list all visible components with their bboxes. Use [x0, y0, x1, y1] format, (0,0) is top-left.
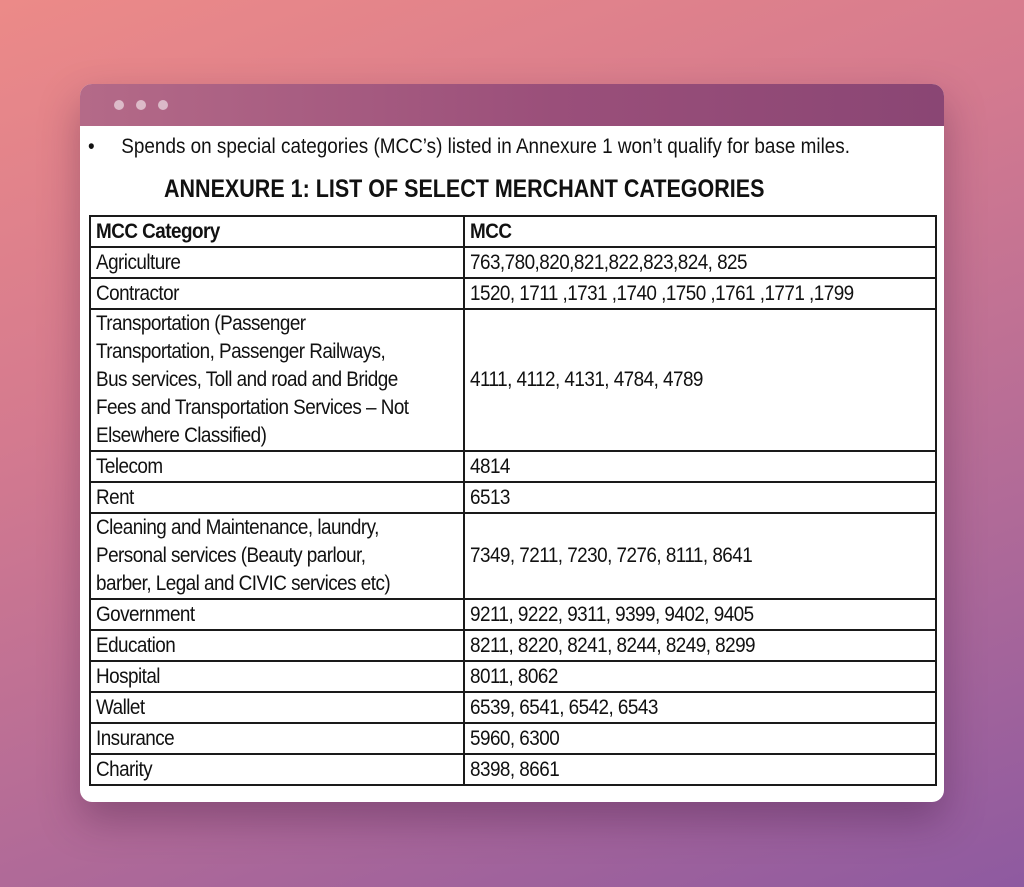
bullet-icon: •	[88, 135, 95, 158]
cell-mcc-category: Charity	[90, 754, 464, 785]
mcc-table	[89, 215, 937, 786]
cell-mcc-codes: 8011, 8062	[464, 661, 936, 692]
table-row	[90, 451, 936, 482]
window-dot-icon[interactable]	[114, 100, 124, 110]
cell-mcc-category: Cleaning and Maintenance, laundry, Personal services (Beauty parlour, barber, Legal and CIVIC services etc)	[90, 513, 464, 599]
annexure-heading: ANNEXURE 1: LIST OF SELECT MERCHANT CATEGORIES	[164, 175, 765, 203]
cell-mcc-category: Hospital	[90, 661, 464, 692]
table-row	[90, 513, 936, 599]
cell-mcc-codes: 1520, 1711 ,1731 ,1740 ,1750 ,1761 ,1771 ,1799	[464, 278, 936, 309]
document-window	[80, 84, 944, 802]
table-row	[90, 754, 936, 785]
bullet-note	[88, 134, 850, 160]
cell-mcc-codes: 7349, 7211, 7230, 7276, 8111, 8641	[464, 513, 936, 599]
table-row	[90, 278, 936, 309]
header-mcc-category: MCC Category	[90, 216, 464, 247]
cell-mcc-category: Education	[90, 630, 464, 661]
window-titlebar	[80, 84, 944, 126]
table-row	[90, 661, 936, 692]
bullet-text: Spends on special categories (MCC’s) listed in Annexure 1 won’t qualify for base miles.	[121, 135, 851, 158]
table-row	[90, 247, 936, 278]
table-row	[90, 309, 936, 451]
cell-mcc-codes: 8211, 8220, 8241, 8244, 8249, 8299	[464, 630, 936, 661]
cell-mcc-codes: 4111, 4112, 4131, 4784, 4789	[464, 309, 936, 451]
cell-mcc-codes: 9211, 9222, 9311, 9399, 9402, 9405	[464, 599, 936, 630]
table-row	[90, 482, 936, 513]
cell-mcc-category: Contractor	[90, 278, 464, 309]
window-dot-icon[interactable]	[136, 100, 146, 110]
table-body	[90, 247, 936, 785]
cell-mcc-category: Insurance	[90, 723, 464, 754]
cell-mcc-category: Wallet	[90, 692, 464, 723]
cell-mcc-category: Rent	[90, 482, 464, 513]
table-row	[90, 630, 936, 661]
cell-mcc-codes: 5960, 6300	[464, 723, 936, 754]
table-row	[90, 692, 936, 723]
header-mcc: MCC	[464, 216, 936, 247]
document-content	[80, 126, 944, 802]
cell-mcc-codes: 6513	[464, 482, 936, 513]
table-row	[90, 599, 936, 630]
table-header-row	[90, 216, 936, 247]
cell-mcc-codes: 6539, 6541, 6542, 6543	[464, 692, 936, 723]
cell-mcc-codes: 763,780,820,821,822,823,824, 825	[464, 247, 936, 278]
table-row	[90, 723, 936, 754]
cell-mcc-category: Agriculture	[90, 247, 464, 278]
cell-mcc-category: Transportation (Passenger Transportation, Passenger Railways, Bus services, Toll and road and Bridge Fees and Transportation Services – Not Elsewhere Classified)	[90, 309, 464, 451]
cell-mcc-category: Telecom	[90, 451, 464, 482]
cell-mcc-codes: 8398, 8661	[464, 754, 936, 785]
cell-mcc-codes: 4814	[464, 451, 936, 482]
cell-mcc-category: Government	[90, 599, 464, 630]
window-dot-icon[interactable]	[158, 100, 168, 110]
